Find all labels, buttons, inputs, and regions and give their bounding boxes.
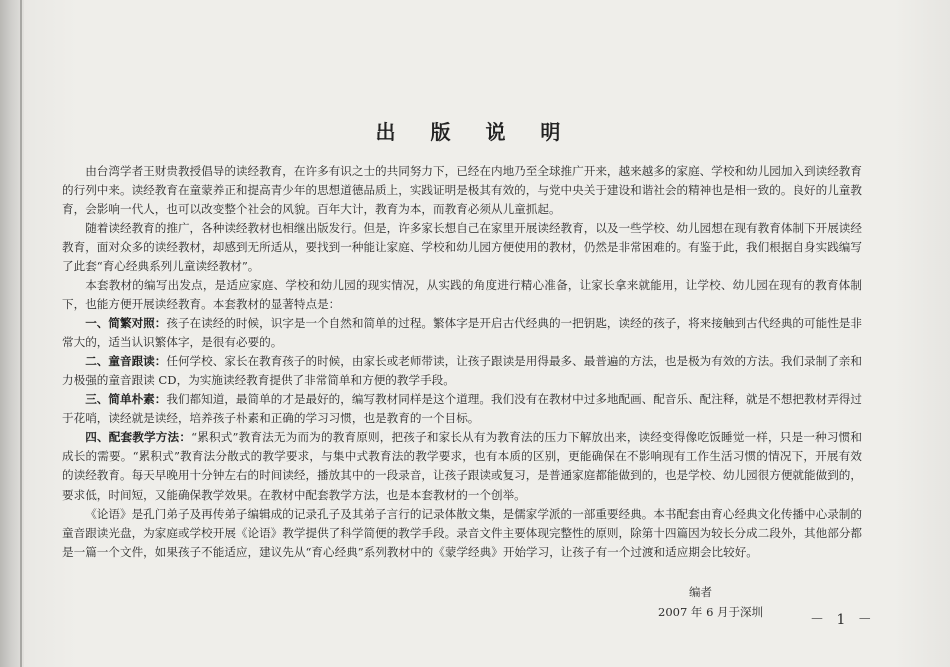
- signature-date: 2007 年 6 月于深圳: [658, 605, 764, 619]
- signature-block: [600, 584, 820, 620]
- feature-lead: 三、简单朴素：: [85, 392, 167, 406]
- feature-lead: 一、简繁对照：: [85, 316, 167, 330]
- paragraph-lunyu: 《论语》是孔门弟子及再传弟子编辑成的记录孔子及其弟子言行的记录体散文集，是儒家学派的一部重要经典。本书配套由育心经典文化传播中心录制的童音跟读光盘，为家庭或学校开展《论语》教学提供了科学简便的教学手段。录音文件主要体现完整性的原则，除第十四篇因为较长分成二段外，其他部分都是一篇一个文件，如果孩子不能适应，建议先从“育心经典”系列教材中的《蒙学经典》开始学习，让孩子有一个过渡和适应期会比较好。: [62, 506, 862, 559]
- feature-teaching-method: 四、配套教学方法：“累积式”教育法无为而为的教育原则，把孩子和家长从有为教育法的压力下解放出来，读经变得像吃饭睡觉一样，只是一种习惯和成长的需要。“累积式”教育法分散式的教学要求，与集中式教育法的教学要求，也有本质的区别，更能确保在不影响现有工作生活习惯的情况下，开展有效的读经教育。每天早晚用十分钟左右的时间读经，播放其中的一段录音，让孩子跟读或复习，是普通家庭都能做到的，也是学校、幼儿园很方便就能做到的，要求低，时间短，又能确保教学效果。在教材中配套教学方法，也是本套教材的一个创举。: [62, 430, 862, 502]
- page-title: 出 版 说 明: [375, 120, 575, 144]
- paragraph-background: 随着读经教育的推广，各种读经教材也相继出版发行。但是，许多家长想自己在家里开展读经教育，以及一些学校、幼儿园想在现有教育体制下开展读经教育，面对众多的读经教材，却感到无所适从，要找到一种能让家庭、学校和幼儿园方便使用的教材，仍然是非常困难的。有鉴于此，我们根据自身实践编写了此套“育心经典系列儿童读经教材”。: [62, 221, 862, 273]
- feature-simplified-traditional: 一、简繁对照：孩子在读经的时候，识字是一个自然和简单的过程。繁体字是开启古代经典的一把钥匙，读经的孩子，将来接触到古代经典的可能性是非常大的，适当认识繁体字，是很有必要的。: [62, 316, 862, 349]
- feature-lead: 四、配套教学方法：: [85, 430, 192, 444]
- signature-editor: 编者: [689, 585, 712, 599]
- feature-lead: 二、童音跟读：: [85, 354, 167, 368]
- paragraph-intro: 由台湾学者王财贵教授倡导的读经教育，在许多有识之士的共同努力下，已经在内地乃至全球推广开来，越来越多的家庭、学校和幼儿园加入到读经教育的行列中来。读经教育在童蒙养正和提高青少年的思想道德品质上，实践证明是极其有效的，与党中央关于建设和谐社会的精神也是相一致的。良好的儿童教育，会影响一代人，也可以改变整个社会的风貌。百年大计，教育为本，而教育必须从儿童抓起。: [62, 164, 862, 216]
- binding-line: [20, 0, 22, 667]
- feature-audio-follow: 二、童音跟读：任何学校、家长在教育孩子的时候，由家长或老师带读，让孩子跟读是用得最多、最普遍的方法，也是极为有效的方法。我们录制了亲和力极强的童音跟读 CD，为实施读经教育提供了非常简单和方便的教学手段。: [62, 354, 862, 387]
- paragraph-features-intro: 本套教材的编写出发点，是适应家庭、学校和幼儿园的现实情况，从实践的角度进行精心准备，让家长拿来就能用，让学校、幼儿园在现有的教育体制下，也能方便开展读经教育。本套教材的显著特点是：: [62, 278, 862, 311]
- feature-simple: 三、简单朴素：我们都知道，最简单的才是最好的，编写教材同样是这个道理。我们没有在教材中过多地配画、配音乐、配注释，就是不想把教材弄得过于花哨，读经就是读经，培养孩子朴素和正确的学习习惯，也是教育的一个目标。: [62, 392, 862, 425]
- page-number: － 1 －: [810, 612, 876, 628]
- document-body: [62, 162, 862, 562]
